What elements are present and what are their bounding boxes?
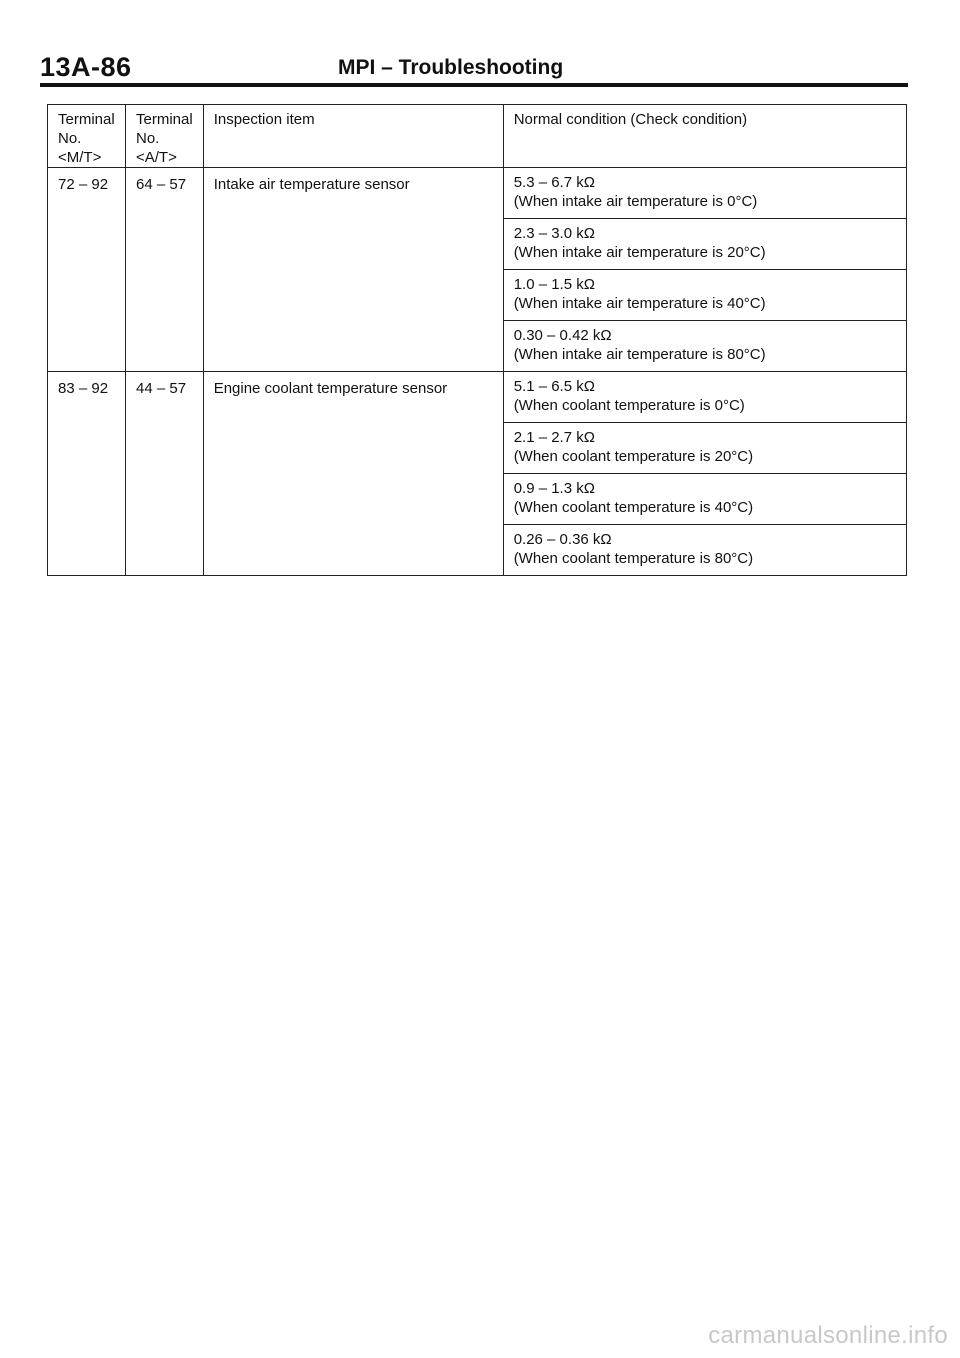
condition-range: 0.30 – 0.42 kΩ [513,327,612,344]
table-row [48,372,907,423]
condition-cell [503,423,906,474]
terminal-mt-cell: 72 – 92 [48,168,126,372]
inspection-item-cell: Engine coolant temperature sensor [203,372,503,576]
condition-range: 0.9 – 1.3 kΩ [513,480,595,497]
condition-note: (When intake air temperature is 80°C) [513,346,766,363]
watermark: carmanualsonline.info [708,1322,948,1349]
condition-cell [503,525,906,576]
column-header-inspection-item: Inspection item [203,105,503,168]
condition-cell [503,372,906,423]
condition-cell [503,321,906,372]
column-header-normal-condition: Normal condition (Check condition) [503,105,906,168]
page-header [40,50,908,84]
table-row [48,168,907,219]
condition-cell [503,219,906,270]
condition-note: (When intake air temperature is 20°C) [513,244,766,261]
table-header-row [48,105,907,168]
condition-range: 2.3 – 3.0 kΩ [513,225,595,242]
condition-cell [503,474,906,525]
inspection-table [47,104,907,576]
condition-range: 2.1 – 2.7 kΩ [513,429,595,446]
page-title: MPI – Troubleshooting [338,56,564,79]
condition-range: 5.1 – 6.5 kΩ [513,378,595,395]
terminal-at-cell: 64 – 57 [126,168,204,372]
condition-note: (When intake air temperature is 40°C) [513,295,766,312]
column-header-terminal-at: Terminal No. <A/T> [126,105,204,168]
condition-cell [503,168,906,219]
condition-note: (When intake air temperature is 0°C) [513,193,758,210]
terminal-at-cell: 44 – 57 [126,372,204,576]
condition-range: 5.3 – 6.7 kΩ [513,174,595,191]
inspection-item-cell: Intake air temperature sensor [203,168,503,372]
condition-range: 0.26 – 0.36 kΩ [513,531,612,548]
page-number: 13A-86 [40,52,132,82]
condition-note: (When coolant temperature is 20°C) [513,448,754,465]
header-rule [40,83,908,87]
condition-range: 1.0 – 1.5 kΩ [513,276,595,293]
condition-note: (When coolant temperature is 0°C) [513,397,745,414]
condition-cell [503,270,906,321]
condition-note: (When coolant temperature is 80°C) [513,550,754,567]
column-header-terminal-mt: Terminal No.<M/T> [48,105,126,168]
terminal-mt-cell: 83 – 92 [48,372,126,576]
condition-note: (When coolant temperature is 40°C) [513,499,754,516]
